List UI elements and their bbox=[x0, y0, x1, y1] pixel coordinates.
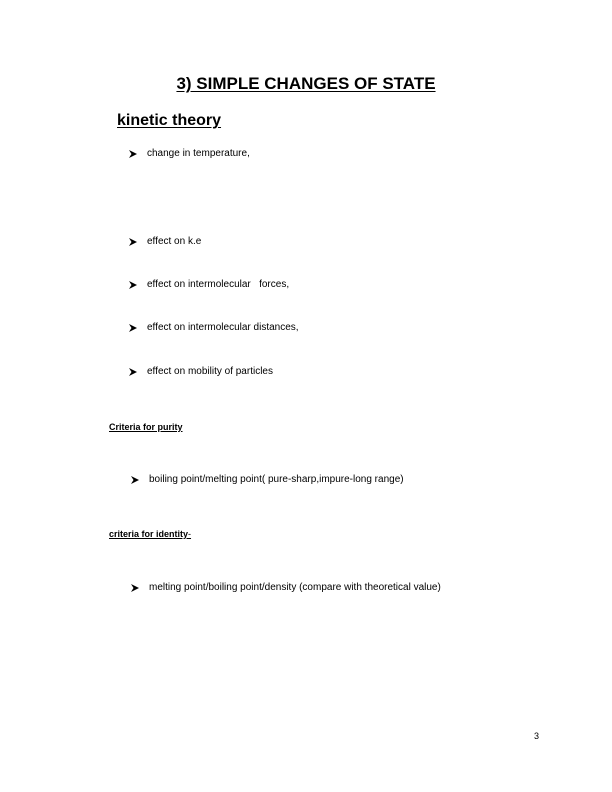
page-number: 3 bbox=[534, 731, 540, 741]
criteria-identity-heading bbox=[109, 529, 191, 539]
arrowhead-bullet-icon bbox=[128, 237, 138, 247]
arrowhead-bullet-icon bbox=[128, 367, 138, 377]
list-item bbox=[130, 582, 441, 594]
bullet-text: effect on intermolecular forces, bbox=[147, 279, 290, 290]
section-title-kinetic-theory: kinetic theory bbox=[117, 112, 222, 129]
criteria-identity-heading-text: criteria for identity bbox=[109, 529, 189, 539]
page-title: 3) SIMPLE CHANGES OF STATE bbox=[176, 74, 436, 93]
bullet-text: effect on mobility of particles bbox=[147, 366, 273, 377]
arrowhead-bullet-icon bbox=[128, 323, 138, 333]
bullet-text: boiling point/melting point( pure-sharp,impure-long range) bbox=[149, 474, 404, 485]
criteria-purity-heading: Criteria for purity bbox=[109, 422, 183, 432]
criteria-identity-heading-suffix: - bbox=[188, 529, 192, 539]
bullet-text: melting point/boiling point/density (compare with theoretical value) bbox=[149, 582, 441, 593]
arrowhead-bullet-icon bbox=[130, 475, 140, 485]
arrowhead-bullet-icon bbox=[128, 280, 138, 290]
list-item bbox=[128, 236, 201, 248]
bullet-text: change in temperature, bbox=[147, 148, 250, 159]
list-item bbox=[128, 279, 289, 291]
list-item bbox=[130, 474, 404, 486]
arrowhead-bullet-icon bbox=[128, 149, 138, 159]
list-item bbox=[128, 366, 273, 378]
bullet-text: effect on intermolecular distances, bbox=[147, 322, 299, 333]
list-item bbox=[128, 322, 299, 334]
bullet-text: effect on k.e bbox=[147, 236, 202, 247]
arrowhead-bullet-icon bbox=[130, 583, 140, 593]
list-item bbox=[128, 148, 250, 160]
